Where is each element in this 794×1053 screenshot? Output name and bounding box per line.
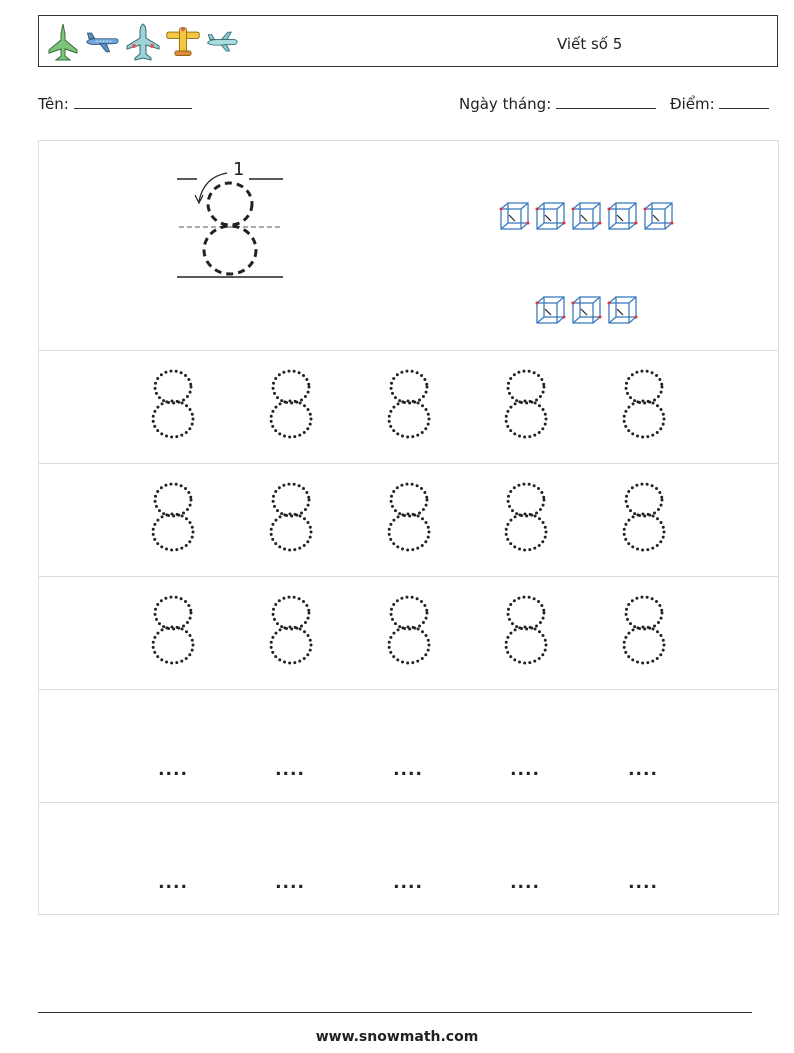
dotted-digit-eight[interactable] <box>621 367 667 443</box>
dotted-digit-eight[interactable] <box>386 480 432 556</box>
name-label: Tên: <box>38 95 69 113</box>
cube-icon <box>499 201 531 233</box>
answer-blank[interactable]: .... <box>393 873 423 893</box>
date-blank[interactable] <box>556 94 656 109</box>
cube-icon <box>607 201 639 233</box>
date-label: Ngày tháng: <box>459 95 552 113</box>
fighter-jet-icon <box>45 22 81 62</box>
trace-row <box>39 576 778 690</box>
name-blank[interactable] <box>74 94 192 109</box>
passenger-jet-icon <box>85 22 121 62</box>
cube-counters <box>499 201 699 341</box>
practice-grid <box>38 140 779 915</box>
stroke-number: 1 <box>233 159 245 180</box>
cube-icon <box>607 295 639 327</box>
practice-row <box>39 802 778 916</box>
dotted-digit-eight[interactable] <box>503 593 549 669</box>
answer-blank[interactable]: .... <box>275 760 305 780</box>
plane-icons <box>45 20 241 64</box>
dotted-digit-eight[interactable] <box>268 593 314 669</box>
dotted-digit-eight[interactable] <box>386 367 432 443</box>
dotted-digit-eight[interactable] <box>268 367 314 443</box>
dotted-digit-eight[interactable] <box>150 593 196 669</box>
answer-blank[interactable]: .... <box>510 760 540 780</box>
small-plane-icon <box>205 22 241 62</box>
dotted-digit-eight[interactable] <box>386 593 432 669</box>
answer-blank[interactable]: .... <box>393 760 423 780</box>
dotted-digit-eight[interactable] <box>150 480 196 556</box>
worksheet-title: Viết số 5 <box>557 35 623 53</box>
airliner-icon <box>125 22 161 62</box>
answer-blank[interactable]: .... <box>158 873 188 893</box>
date-field[interactable] <box>459 94 656 113</box>
dotted-digit-eight[interactable] <box>503 367 549 443</box>
example-row <box>39 141 778 350</box>
score-label: Điểm: <box>670 95 715 113</box>
cube-icon <box>571 201 603 233</box>
answer-blank[interactable]: .... <box>628 873 658 893</box>
dotted-digit-eight[interactable] <box>621 593 667 669</box>
footer-divider <box>38 1012 752 1013</box>
score-blank[interactable] <box>719 94 769 109</box>
worksheet-header <box>38 15 778 67</box>
trace-row <box>39 350 778 464</box>
score-field[interactable] <box>670 94 769 113</box>
cube-icon <box>535 295 567 327</box>
stroke-order-guide <box>169 151 299 281</box>
answer-blank[interactable]: .... <box>158 760 188 780</box>
dotted-digit-eight[interactable] <box>268 480 314 556</box>
biplane-icon <box>165 22 201 62</box>
answer-blank[interactable]: .... <box>275 873 305 893</box>
trace-row <box>39 463 778 577</box>
dotted-digit-eight[interactable] <box>503 480 549 556</box>
footer-url: www.snowmath.com <box>315 1029 479 1045</box>
answer-blank[interactable]: .... <box>510 873 540 893</box>
dotted-digit-eight[interactable] <box>150 367 196 443</box>
answer-blank[interactable]: .... <box>628 760 658 780</box>
dotted-digit-eight[interactable] <box>621 480 667 556</box>
cube-icon <box>643 201 675 233</box>
cube-icon <box>535 201 567 233</box>
cube-icon <box>571 295 603 327</box>
name-field[interactable] <box>38 94 192 113</box>
practice-row <box>39 689 778 803</box>
